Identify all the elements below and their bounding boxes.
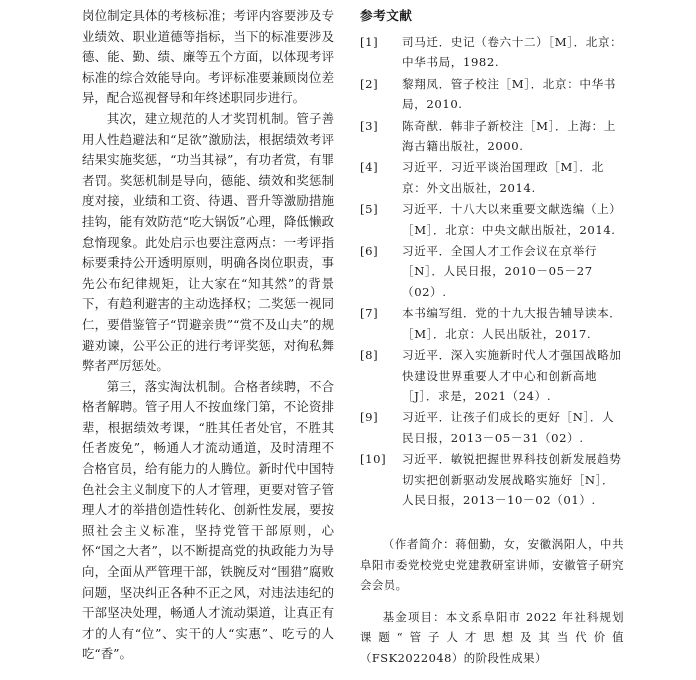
reference-item <box>360 32 624 73</box>
reference-item <box>360 157 624 198</box>
reference-text: 黎翔凤．管子校注［M］．北京：中华书局，2010. <box>402 76 616 112</box>
reference-item <box>360 449 624 510</box>
reference-number: [4] <box>360 160 379 175</box>
fund-note: 基金项目：本文系阜阳市 2022 年社科规划课题“管子人才思想及其当代价值（FSK2022048）的阶段性成果） <box>360 609 624 665</box>
reference-number: [5] <box>360 202 379 217</box>
reference-item <box>360 199 624 240</box>
reference-number: [2] <box>360 76 379 91</box>
reference-list <box>360 32 624 510</box>
author-note: （作者简介：蒋佃勤，女，安徽涡阳人，中共阜阳市委党校党史党建教研室讲师，安徽管子研究会会员。 <box>360 537 624 593</box>
reference-number: [7] <box>360 306 379 321</box>
reference-text: 习近平．敏锐把握世界科技创新发展趋势切实把创新驱动发展战略实施好［N］．人民日报，2013－10－02（01）. <box>402 452 622 507</box>
reference-number: [10] <box>360 452 387 467</box>
reference-item <box>360 303 624 344</box>
references-column <box>360 6 624 680</box>
reference-number: [1] <box>360 35 379 49</box>
reference-item <box>360 407 624 448</box>
reference-text: 习近平．习近平谈治国理政［M］．北京：外文出版社，2014. <box>402 160 604 195</box>
body-paragraph-3: 第三，落实淘汰机制。合格者续聘，不合格者解聘。管子用人不按血缘门第，不论资排辈，根据绩效考课，“胜其任者处官，不胜其任者废免”，畅通人才流动通道，及时清理不合格官员，给有能力的人腾位。新时代中国特色社会主义制度下的人才管理，更要对管子管理人才的举措创造性转化、创新性发展，要按照社会主义标准，坚持党管干部原则，心怀“国之大者”，以不断提高党的执政能力为导向，全面从严管理干部，铁腕反对“围猎”腐败问题，坚决纠正各种不正之风，对违法违纪的干部坚决处理，畅通人才流动渠道，让真正有才的人有“位”、实干的人“实惠”、吃亏的人吃“香”。 <box>82 378 334 662</box>
reference-item <box>360 345 624 406</box>
reference-item <box>360 74 624 115</box>
reference-text: 司马迁．史记（卷六十二）［M］．北京：中华书局，1982. <box>402 35 623 70</box>
body-paragraph-1: 岗位制定具体的考核标准；考评内容要涉及专业绩效、职业道德等指标，当下的标准要涉及德、能、勤、绩、廉等五个方面，以体现考评标准的综合效能导向。考评标准要兼顾岗位差异，配合巡视督导和年终述职同步进行。 <box>82 8 334 106</box>
reference-text: 本书编写组．党的十九大报告辅导读本．［M］．北京：人民出版社，2017. <box>402 306 622 341</box>
reference-item <box>360 116 624 157</box>
reference-number: [6] <box>360 244 379 259</box>
reference-item <box>360 241 624 302</box>
reference-text: 陈奇猷．韩非子新校注［M］．上海：上海古籍出版社，2000. <box>402 118 616 154</box>
reference-text: 习近平．十八大以来重要文献选编（上）［M］．北京：中央文献出版社，2014. <box>402 202 622 237</box>
references-heading: 参考文献 <box>360 8 413 23</box>
reference-text: 习近平．让孩子们成长的更好［N］．人民日报，2013－05－31（02）. <box>402 410 615 445</box>
reference-number: [8] <box>360 348 379 363</box>
reference-number: [9] <box>360 410 379 425</box>
body-paragraph-2: 其次，建立规范的人才奖罚机制。管子善用人性趋避法和“足欲”激励法，根据绩效考评结果实施奖惩，“功当其禄”，有功者赏，有罪者罚。奖惩机制是导向，德能、绩效和奖惩制度对接，业绩和工资、待遇、晋升等激励措施挂钩，能有效防范“吃大锅饭”心理，降低懒政怠惰现象。此处启示也要注意两点：一考评指标要秉持公开透明原则，明确各岗位职责，事先公布纪律规矩，让大家在“知其然”的背景下，有趋利避害的主动选择权；二奖惩一视同仁，要借鉴管子“罚避亲贵”“赏不及山夫”的规避劝谏，公平公正的进行考评奖惩，对徇私舞弊者严厉惩处。 <box>82 110 334 374</box>
body-text-column <box>82 6 334 665</box>
reference-number: [3] <box>360 118 379 133</box>
reference-text: 习近平．深入实施新时代人才强国战略加快建设世界重要人才中心和创新高地［J］．求是，2021（24）. <box>402 348 622 403</box>
reference-text: 习近平．全国人才工作会议在京举行［N］．人民日报，2010－05－27（02）. <box>402 244 598 299</box>
